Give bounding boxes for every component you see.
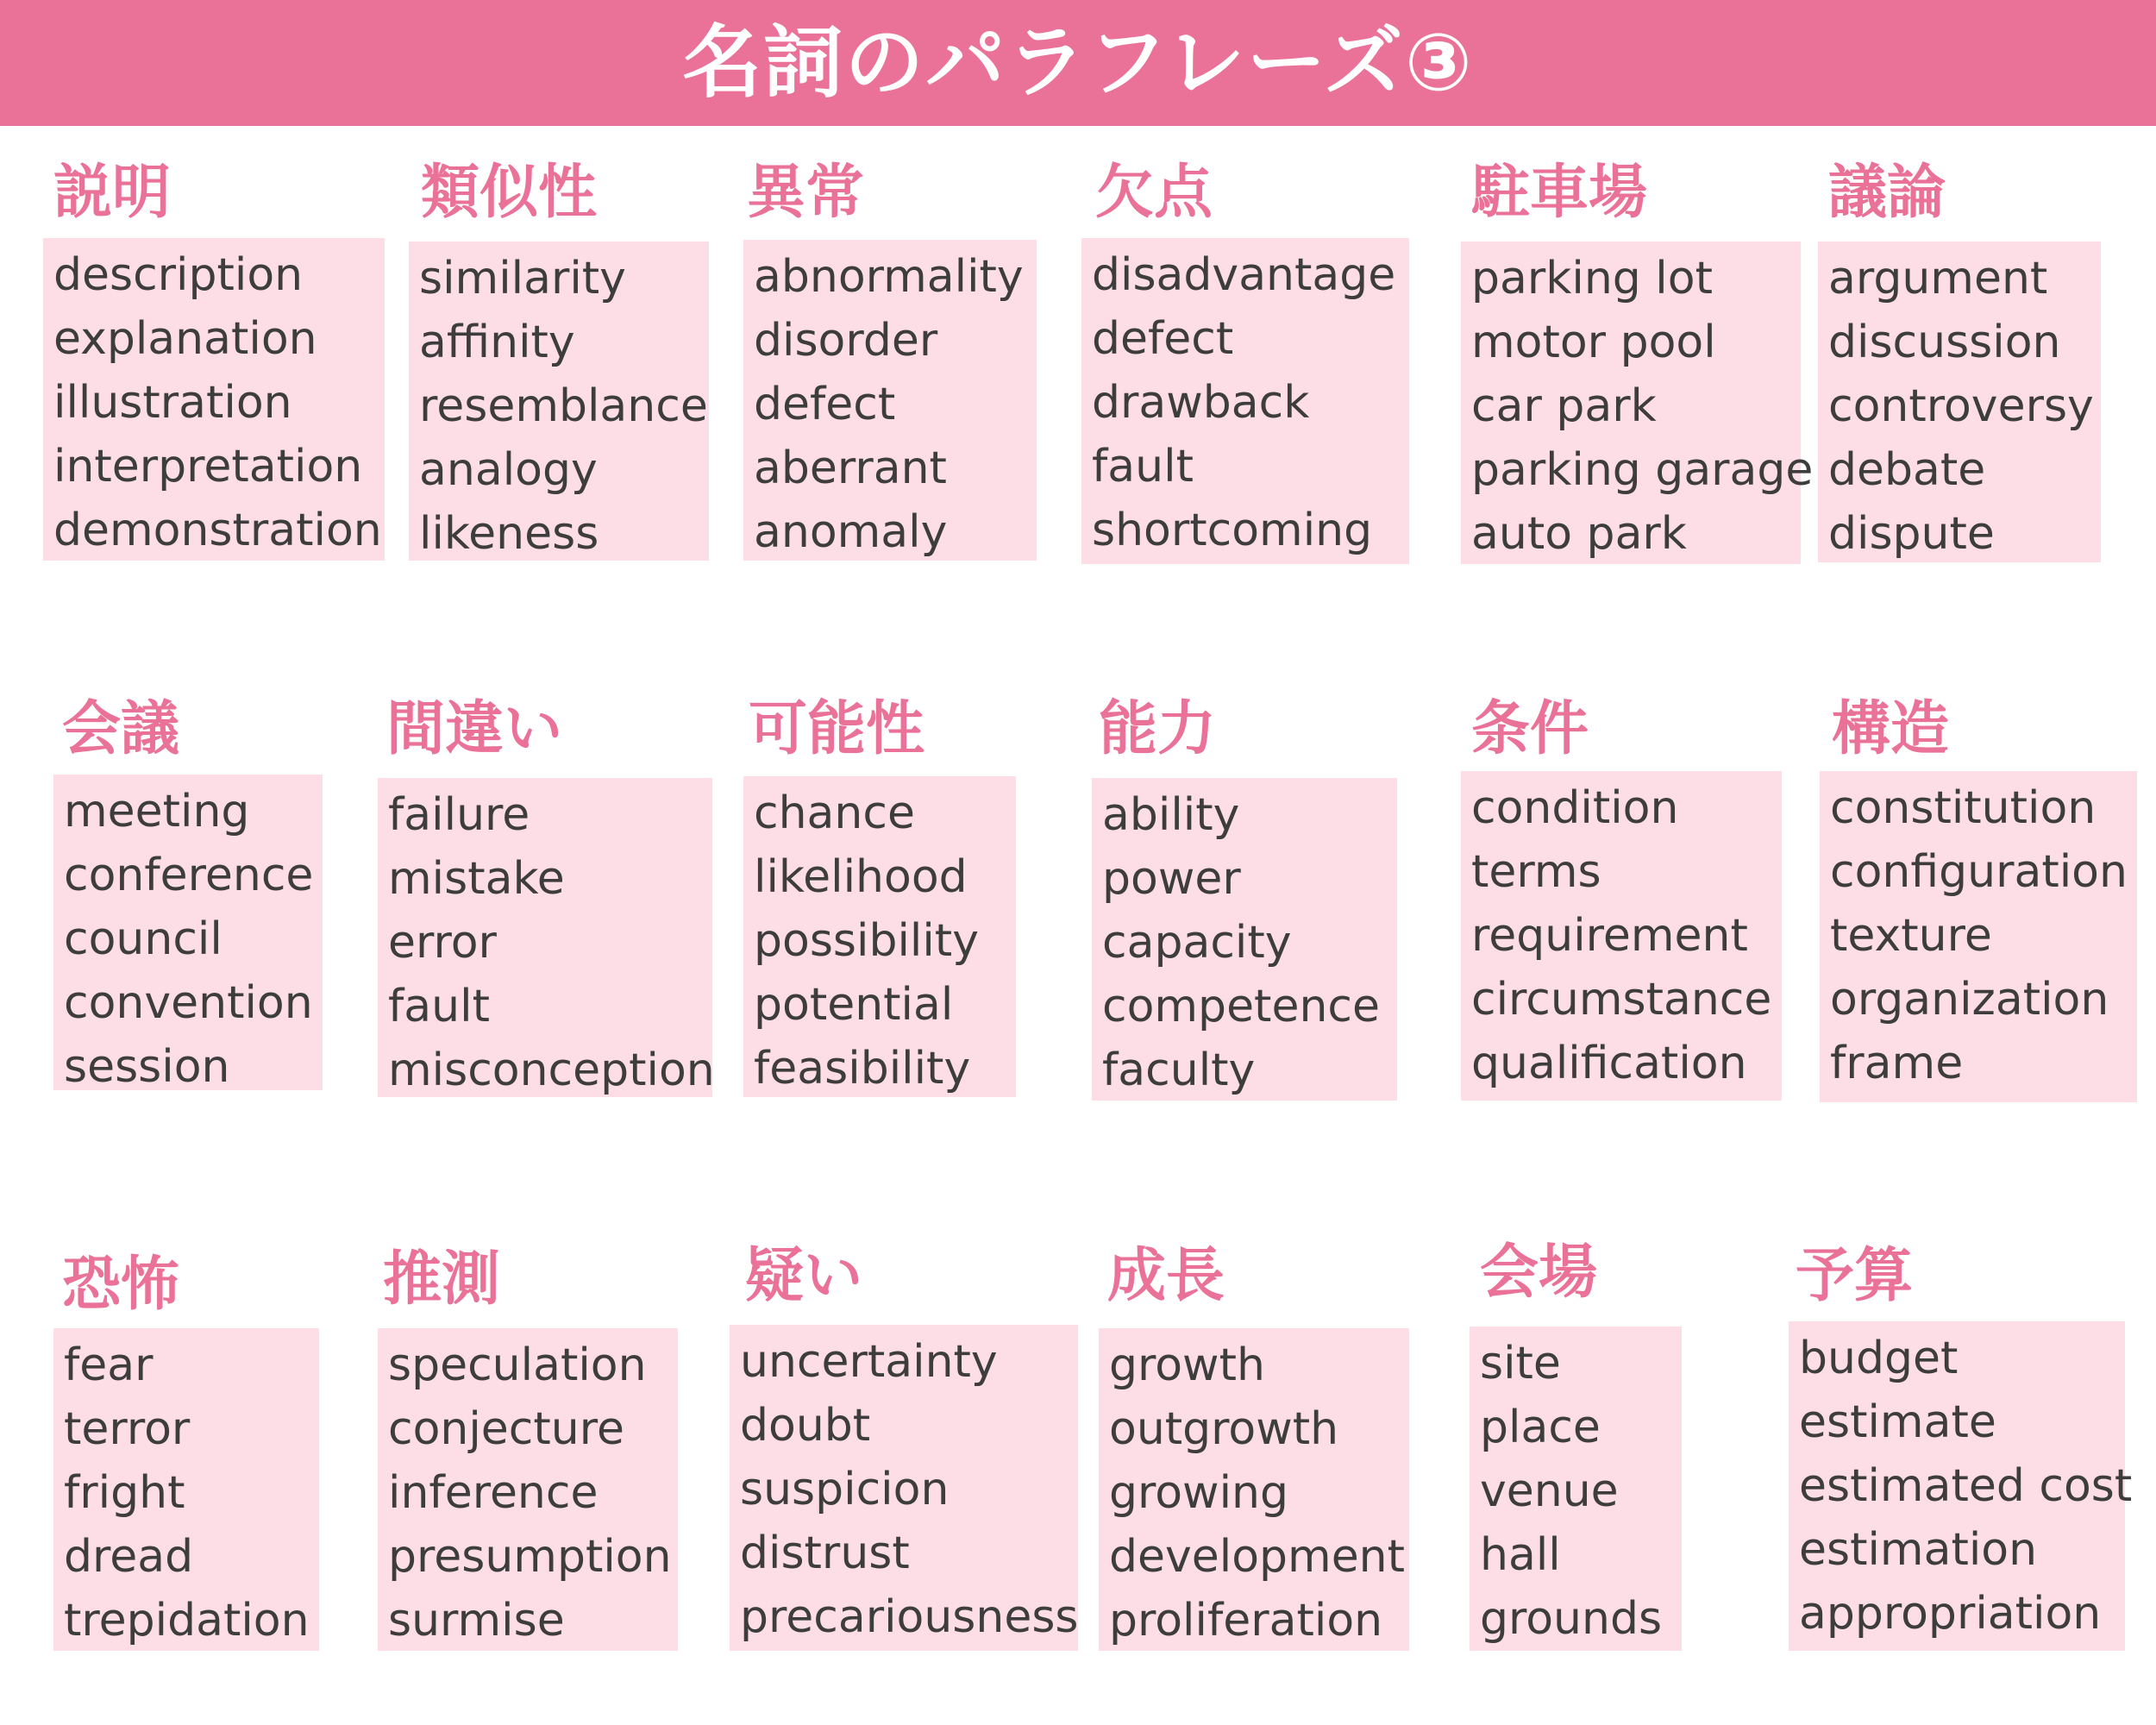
word-item: organization: [1830, 974, 2109, 1026]
word-item: controversy: [1828, 380, 2094, 432]
group-nouryoku: [1099, 695, 1217, 769]
word-item: failure: [388, 789, 530, 841]
word-item: site: [1480, 1338, 1561, 1389]
group-title: 恐怖: [62, 1251, 180, 1319]
word-item: resemblance: [419, 380, 708, 432]
word-item: venue: [1480, 1465, 1619, 1517]
group-yosan: [1796, 1242, 1914, 1316]
page-title: 名詞のパラフレーズ③: [682, 16, 1474, 109]
word-item: configuration: [1830, 846, 2128, 898]
group-title: 説明: [53, 159, 172, 227]
word-item: mistake: [388, 853, 565, 905]
word-item: defect: [1092, 313, 1234, 365]
word-item: proliferation: [1109, 1595, 1383, 1647]
word-item: frame: [1830, 1038, 1964, 1089]
word-item: misconception: [388, 1044, 715, 1096]
word-item: abnormality: [754, 251, 1024, 303]
word-item: hall: [1480, 1529, 1561, 1581]
word-item: place: [1480, 1402, 1601, 1453]
word-item: outgrowth: [1109, 1403, 1339, 1455]
word-item: illustration: [53, 377, 292, 429]
word-item: demonstration: [53, 505, 382, 556]
word-item: parking lot: [1471, 253, 1713, 304]
word-item: aberrant: [754, 442, 947, 494]
group-ijou: [747, 159, 865, 233]
group-title: 可能性: [749, 695, 925, 763]
header-banner: [0, 0, 2156, 126]
word-item: explanation: [53, 313, 317, 365]
word-item: anomaly: [754, 506, 948, 558]
word-item: car park: [1471, 380, 1657, 432]
group-title: 予算: [1796, 1242, 1914, 1310]
word-item: conference: [64, 850, 314, 901]
word-list: [1099, 1328, 1409, 1651]
word-item: competence: [1102, 981, 1380, 1032]
word-item: grounds: [1480, 1593, 1663, 1645]
word-item: growth: [1109, 1339, 1265, 1391]
word-item: parking garage: [1471, 444, 1814, 496]
word-list: [1461, 771, 1782, 1101]
word-item: doubt: [740, 1400, 871, 1452]
word-item: budget: [1799, 1333, 1959, 1384]
word-list: [53, 775, 323, 1093]
word-item: discussion: [1828, 317, 2061, 368]
word-item: distrust: [740, 1527, 910, 1579]
word-list: [53, 1328, 319, 1651]
word-item: ability: [1102, 789, 1240, 841]
word-item: feasibility: [754, 1043, 971, 1095]
word-item: inference: [388, 1467, 599, 1519]
word-item: analogy: [419, 444, 598, 496]
word-item: uncertainty: [740, 1336, 998, 1388]
word-item: motor pool: [1471, 317, 1716, 368]
word-item: fright: [64, 1467, 185, 1519]
word-item: likelihood: [754, 851, 968, 903]
word-item: chance: [754, 787, 915, 839]
group-title: 異常: [747, 159, 865, 227]
word-list: [1818, 242, 2101, 562]
group-title: 間違い: [386, 695, 563, 763]
word-item: possibility: [754, 915, 979, 967]
word-item: appropriation: [1799, 1588, 2102, 1640]
word-item: dispute: [1828, 508, 1995, 560]
word-item: presumption: [388, 1531, 672, 1583]
word-item: fault: [388, 981, 490, 1032]
word-list: [743, 240, 1037, 561]
word-item: terms: [1471, 846, 1601, 898]
word-item: error: [388, 917, 497, 969]
word-item: defect: [754, 379, 896, 430]
word-item: estimation: [1799, 1524, 2038, 1576]
word-item: conjecture: [388, 1403, 624, 1455]
group-title: 欠点: [1095, 159, 1213, 227]
group-jouken: [1471, 695, 1589, 769]
word-item: argument: [1828, 253, 2048, 304]
word-list: [1820, 771, 2137, 1102]
word-item: development: [1109, 1531, 1406, 1583]
word-list: [730, 1325, 1078, 1651]
group-suisoku: [383, 1245, 501, 1320]
word-item: fault: [1092, 441, 1194, 492]
group-title: 駐車場: [1471, 159, 1648, 227]
word-item: power: [1102, 853, 1241, 905]
group-ruijisei: [421, 159, 598, 233]
group-kanousei: [749, 695, 925, 769]
word-list: [1081, 238, 1409, 564]
word-item: similarity: [419, 253, 626, 304]
group-title: 会場: [1480, 1239, 1598, 1307]
group-kyoufu: [62, 1251, 180, 1325]
word-list: [1092, 778, 1397, 1101]
group-title: 会議: [62, 695, 180, 763]
group-title: 推測: [383, 1245, 501, 1314]
word-item: potential: [754, 979, 954, 1031]
word-item: debate: [1828, 444, 1986, 496]
word-list: [1461, 242, 1814, 564]
word-list: [378, 1328, 678, 1651]
group-utagai: [745, 1242, 863, 1316]
word-item: interpretation: [53, 441, 363, 492]
group-kaijou: [1480, 1239, 1598, 1313]
group-giron: [1828, 159, 1946, 233]
word-item: affinity: [419, 317, 575, 368]
word-list: [1789, 1321, 2133, 1651]
word-item: likeness: [419, 508, 599, 560]
word-item: estimated cost: [1799, 1460, 2133, 1512]
word-item: convention: [64, 977, 313, 1029]
word-item: meeting: [64, 786, 250, 837]
word-item: growing: [1109, 1467, 1288, 1519]
word-item: council: [64, 913, 222, 965]
word-list: [1470, 1327, 1682, 1651]
word-item: constitution: [1830, 782, 2096, 834]
word-item: disadvantage: [1092, 249, 1396, 301]
word-item: requirement: [1471, 910, 1748, 962]
word-list: [743, 776, 1016, 1097]
word-item: suspicion: [740, 1464, 950, 1515]
word-item: disorder: [754, 315, 938, 367]
word-item: description: [53, 249, 304, 301]
group-title: 構造: [1832, 695, 1950, 763]
group-title: 類似性: [421, 159, 598, 227]
word-item: shortcoming: [1092, 505, 1373, 556]
word-list: [378, 778, 715, 1097]
group-title: 能力: [1099, 695, 1217, 763]
group-machigai: [386, 695, 563, 769]
word-item: faculty: [1102, 1044, 1256, 1096]
group-title: 条件: [1471, 695, 1589, 763]
word-item: surmise: [388, 1595, 565, 1647]
word-item: terror: [64, 1403, 191, 1455]
group-kaigi: [62, 695, 180, 769]
word-item: fear: [64, 1339, 154, 1391]
group-title: 議論: [1828, 159, 1946, 227]
group-chuushajou: [1471, 159, 1648, 233]
word-item: capacity: [1102, 917, 1292, 969]
word-item: texture: [1830, 910, 1992, 962]
word-item: circumstance: [1471, 974, 1772, 1026]
word-item: qualification: [1471, 1038, 1747, 1089]
group-setsumei: [53, 159, 172, 233]
word-item: speculation: [388, 1339, 647, 1391]
word-item: estimate: [1799, 1396, 1996, 1448]
word-item: dread: [64, 1531, 194, 1583]
group-title: 疑い: [745, 1242, 863, 1310]
group-ketten: [1095, 159, 1213, 233]
word-item: session: [64, 1041, 230, 1093]
word-list: [43, 238, 385, 561]
word-item: trepidation: [64, 1595, 310, 1647]
group-seichou: [1107, 1242, 1225, 1316]
word-list: [409, 242, 709, 561]
word-item: condition: [1471, 782, 1679, 834]
word-item: auto park: [1471, 508, 1687, 560]
group-title: 成長: [1107, 1242, 1225, 1310]
word-item: precariousness: [740, 1591, 1079, 1643]
word-item: drawback: [1092, 377, 1310, 429]
group-kouzou: [1832, 695, 1950, 769]
